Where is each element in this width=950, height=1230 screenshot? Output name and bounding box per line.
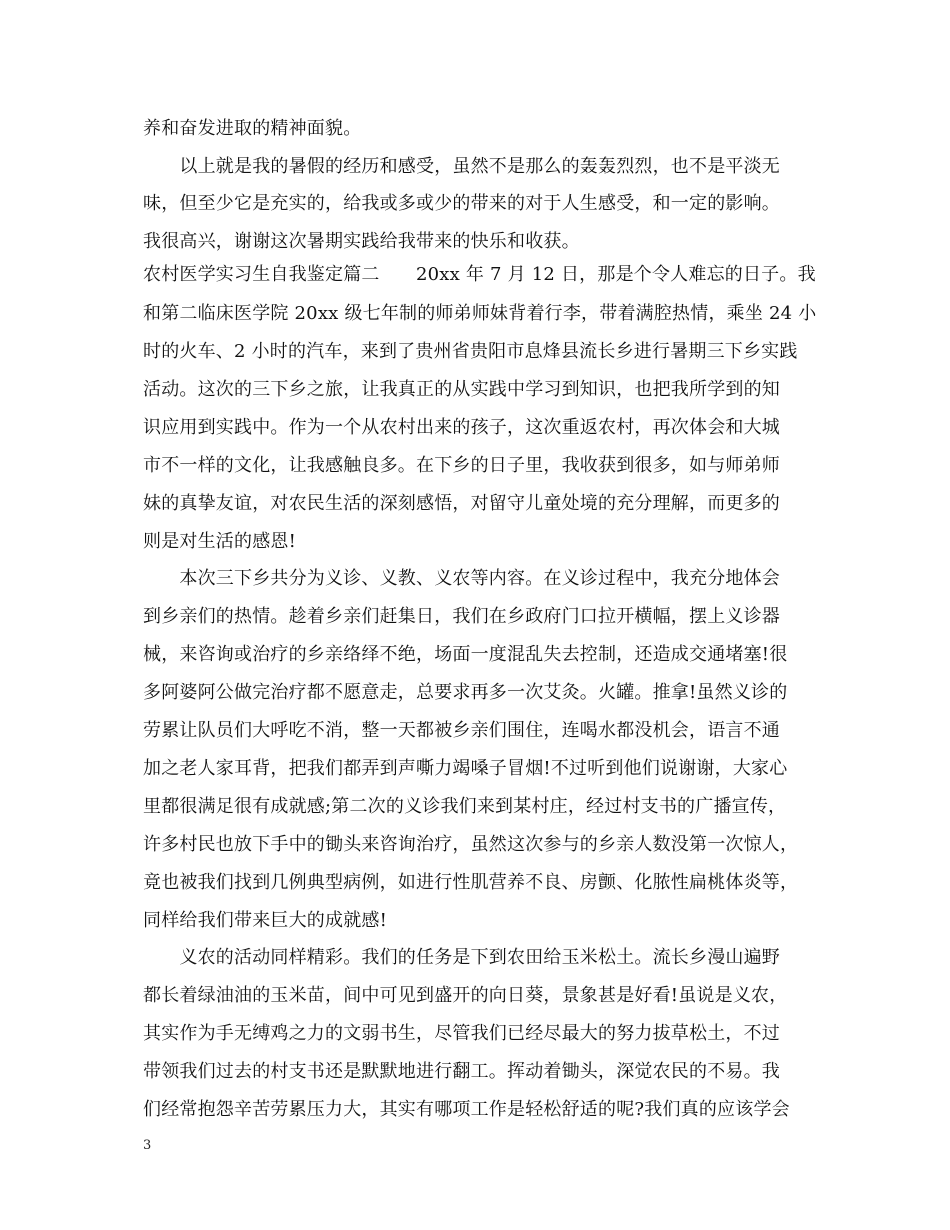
text-line: 农村医学实习生自我鉴定篇二 20xx 年 7 月 12 日，那是个令人难忘的日子。我 bbox=[143, 264, 816, 285]
text-line: 以上就是我的暑假的经历和感受，虽然不是那么的轰轰烈烈，也不是平淡无 bbox=[143, 156, 780, 177]
text-line: 劳累让队员们大呼吃不消，整一天都被乡亲们围住，连喝水都没机会，语言不通 bbox=[143, 720, 780, 741]
text-line: 们经常抱怨辛苦劳累压力大，其实有哪项工作是轻松舒适的呢?我们真的应该学会 bbox=[143, 1099, 790, 1120]
text-line: 械，来咨询或治疗的乡亲络绎不绝，场面一度混乱失去控制，还造成交通堵塞!很 bbox=[143, 644, 788, 665]
text-line: 识应用到实践中。作为一个从农村出来的孩子，这次重返农村，再次体会和大城 bbox=[143, 417, 780, 438]
text-line: 活动。这次的三下乡之旅，让我真正的从实践中学习到知识，也把我所学到的知 bbox=[143, 379, 780, 400]
text-line: 带领我们过去的村支书还是默默地进行翻工。挥动着锄头，深觉农民的不易。我 bbox=[143, 1061, 780, 1082]
page-number: 3 bbox=[143, 1138, 152, 1153]
text-line: 本次三下乡共分为义诊、义教、义农等内容。在义诊过程中，我充分地体会 bbox=[143, 568, 780, 589]
text-line: 我很高兴，谢谢这次暑期实践给我带来的快乐和收获。 bbox=[143, 231, 580, 252]
text-line: 其实作为手无缚鸡之力的文弱书生，尽管我们已经尽最大的努力拔草松土，不过 bbox=[143, 1023, 780, 1044]
text-line: 和第二临床医学院 20xx 级七年制的师弟师妹背着行李，带着满腔热情，乘坐 24 小 bbox=[143, 303, 817, 324]
text-line: 加之老人家耳背，把我们都弄到声嘶力竭嗓子冒烟!不过听到他们说谢谢，大家心 bbox=[143, 758, 788, 779]
text-line: 义农的活动同样精彩。我们的任务是下到农田给玉米松土。流长乡漫山遍野 bbox=[143, 947, 780, 968]
text-line: 多阿婆阿公做完治疗都不愿意走，总要求再多一次艾灸。火罐。推拿!虽然义诊的 bbox=[143, 682, 788, 703]
text-line: 竟也被我们找到几例典型病例，如进行性肌营养不良、房颤、化脓性扁桃体炎等， bbox=[143, 872, 799, 893]
text-line: 味，但至少它是充实的，给我或多或少的带来的对于人生感受，和一定的影响。 bbox=[143, 193, 780, 214]
text-line: 到乡亲们的热情。趁着乡亲们赶集日，我们在乡政府门口拉开横幅，摆上义诊器 bbox=[143, 606, 780, 627]
text-line: 都长着绿油油的玉米苗，间中可见到盛开的向日葵，景象甚是好看!虽说是义农， bbox=[143, 985, 788, 1006]
text-line: 市不一样的文化，让我感触良多。在下乡的日子里，我收获到很多，如与师弟师 bbox=[143, 455, 780, 476]
text-line: 妹的真挚友谊，对农民生活的深刻感悟，对留守儿童处境的充分理解，而更多的 bbox=[143, 493, 780, 514]
text-line: 则是对生活的感恩! bbox=[143, 531, 297, 552]
text-line: 许多村民也放下手中的锄头来咨询治疗，虽然这次参与的乡亲人数没第一次惊人， bbox=[143, 834, 799, 855]
text-line: 里都很满足很有成就感;第二次的义诊我们来到某村庄，经过村支书的广播宣传， bbox=[143, 796, 787, 817]
text-line: 养和奋发进取的精神面貌。 bbox=[143, 118, 362, 139]
text-line: 同样给我们带来巨大的成就感! bbox=[143, 910, 388, 931]
text-line: 时的火车、2 小时的汽车，来到了贵州省贵阳市息烽县流长乡进行暑期三下乡实践 bbox=[143, 341, 798, 362]
